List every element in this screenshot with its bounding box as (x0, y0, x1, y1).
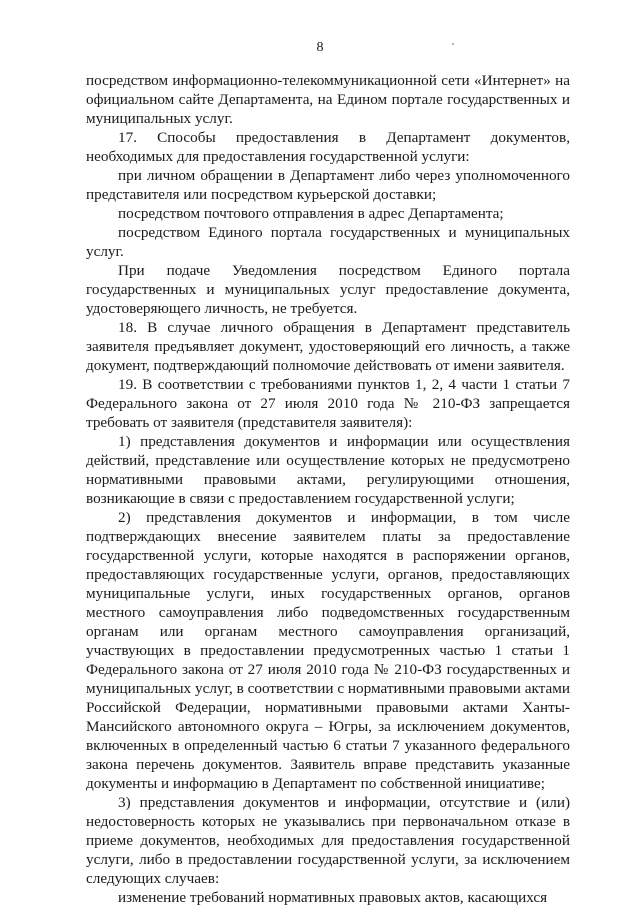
paragraph-18: 18. В случае личного обращения в Департамент представитель заявителя предъявляет документ, удостоверяющий его личность, а также документ, подтверждающий полномочие действовать от имени заявителя. (86, 319, 570, 374)
page-number: 8 (316, 40, 324, 55)
paragraph-17-heading: 17. Способы предоставления в Департамент документов, необходимых для предоставления государственной услуги: (86, 129, 570, 165)
paragraph-17-postal: посредством почтового отправления в адрес Департамента; (118, 205, 504, 222)
paragraph-19: 19. В соответствии с требованиями пунктов 1, 2, 4 части 1 статьи 7 Федерального закона от 27 июля 2010 года № 210-ФЗ запрещается требовать от заявителя (представителя заявителя): (86, 376, 570, 431)
paragraph-notice-portal: При подаче Уведомления посредством Единого портала государственных и муниципальных услуг предоставление документа, удостоверяющего личность, не требуется. (86, 262, 570, 317)
paragraph-19-item-3: 3) представления документов и информации, отсутствие и (или) недостоверность которых не указывались при первоначальном отказе в приеме документов, необходимых для предоставления государственной услуги, либо в предоставлении государственной услуги, за исключением следующих случаев: (86, 794, 570, 887)
paragraph-exception-start: изменение требований нормативных правовых актов, касающихся (118, 889, 548, 906)
paragraph-17-personal: при личном обращении в Департамент либо через уполномоченного представителя или посредством курьерской доставки; (86, 167, 570, 203)
paragraph-19-item-2: 2) представления документов и информации, в том числе подтверждающих внесение заявителем платы за предоставление государственной услуги, которые находятся в распоряжении органов, предоставляющих государственные услуги, органов, предоставляющих муниципальные услуги, иных государственных органов, органов местного самоуправления либо подведомственных государственным органам или органам местного самоуправления организаций, участвующих в предоставлении предусмотренных частью 1 статьи 1 Федерального закона от 27 июля 2010 года № 210-ФЗ государственных и муниципальных услуг, в соответствии с нормативными правовыми актами Российской Федерации, нормативными правовыми актами Ханты-Мансийского автономного округа – Югры, за исключением документов, включенных в определенный частью 6 статьи 7 указанного федерального закона перечень документов. Заявитель вправе представить указанные документы и информацию в Департамент по собственной инициативе; (86, 509, 570, 792)
scan-speck (452, 43, 454, 45)
paragraph-19-item-1: 1) представления документов и информации или осуществления действий, представление или осуществление которых не предусмотрено нормативными правовыми актами, регулирующими отношения, возникающие в связи с предоставлением государственной услуги; (86, 433, 570, 507)
document-body (86, 71, 570, 907)
paragraph-internet-channel: посредством информационно-телекоммуникационной сети «Интернет» на официальном сайте Департамента, на Едином портале государственных и муниципальных услуг. (86, 72, 570, 127)
paragraph-17-portal: посредством Единого портала государственных и муниципальных услуг. (86, 224, 570, 260)
